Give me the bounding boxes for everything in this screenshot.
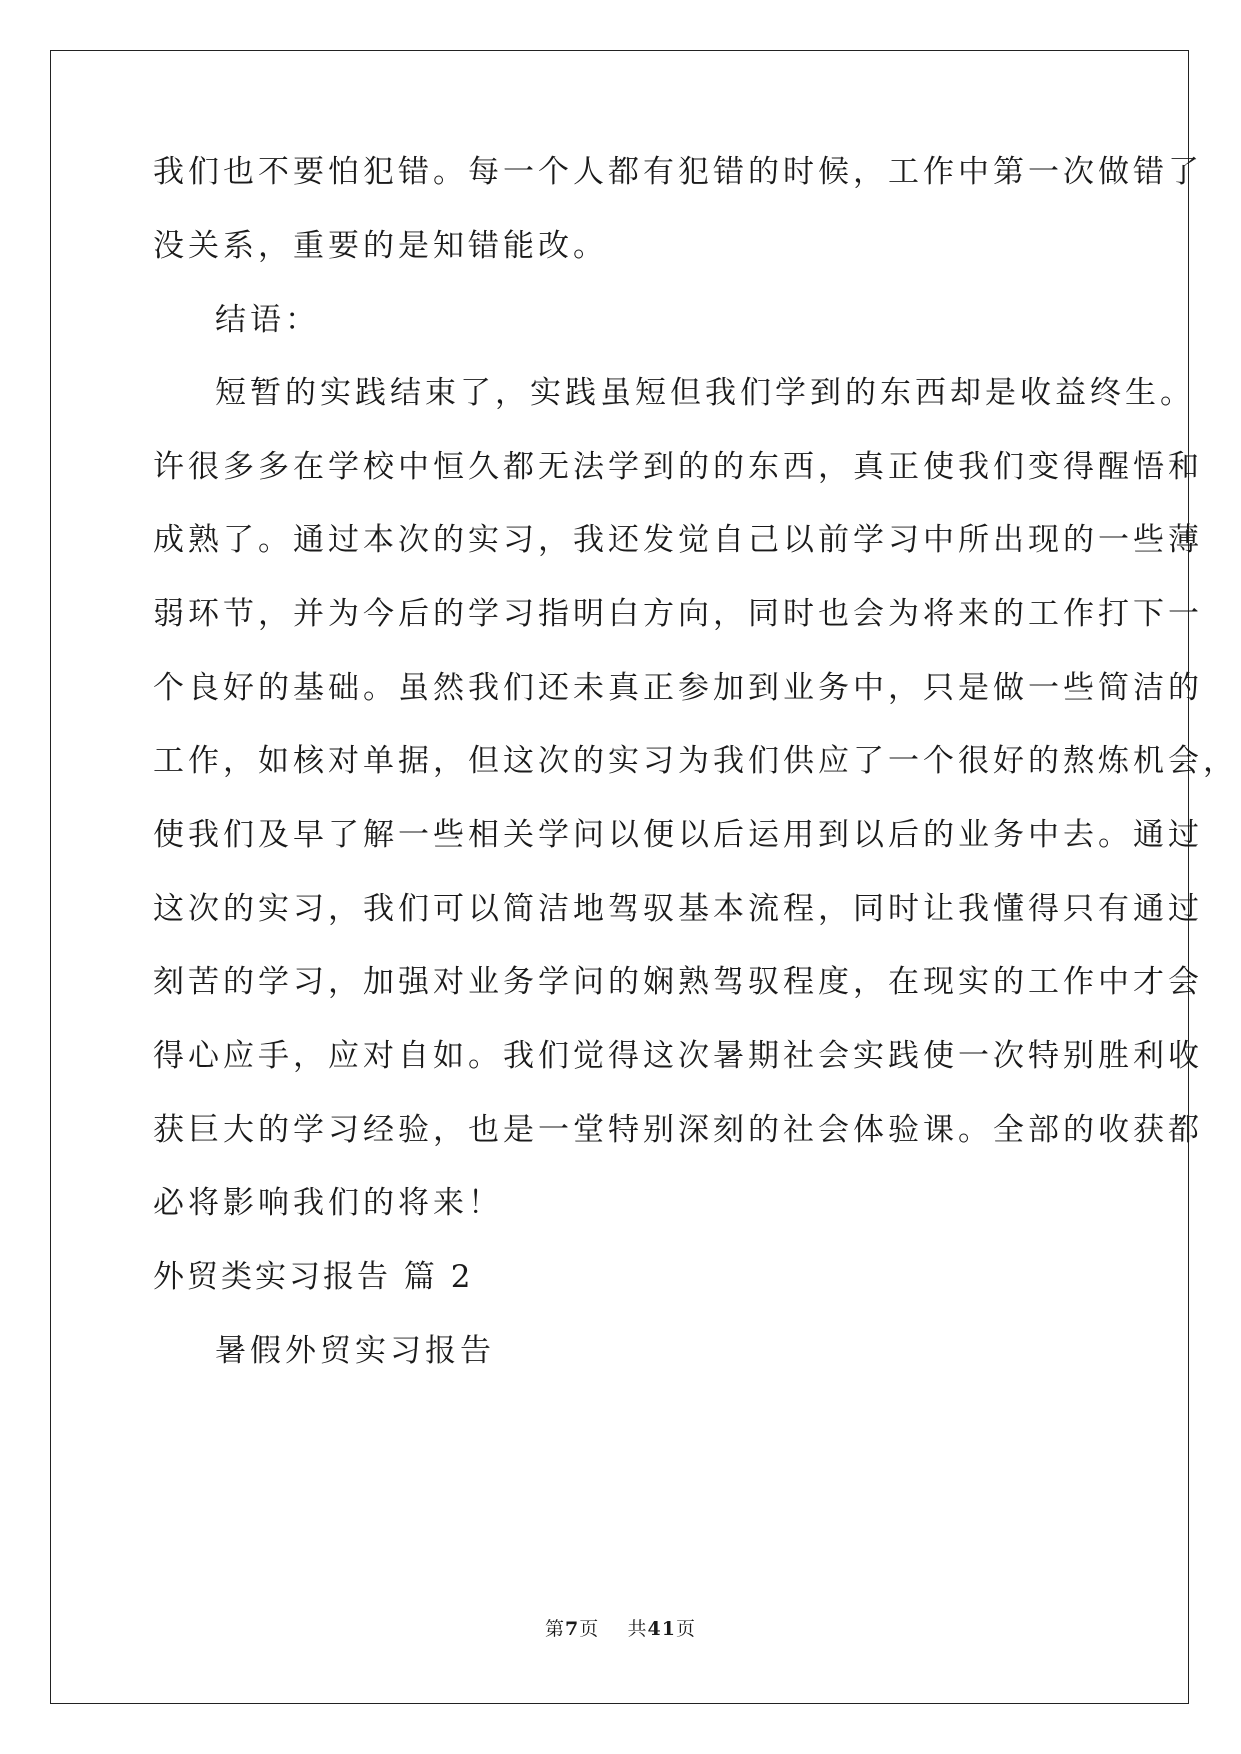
footer-total-pages: 41 <box>647 1618 676 1640</box>
footer-total-suffix: 页 <box>675 1618 696 1640</box>
footer-total-prefix: 共 <box>627 1618 648 1640</box>
section-heading: 外贸类实习报告 篇 2 <box>153 1259 474 1295</box>
body-line-6: 成熟了。通过本次的实习，我还发觉自己以前学习中所出现的一些薄 <box>153 522 1203 558</box>
footer-prefix: 第 <box>545 1618 566 1640</box>
body-line-14: 获巨大的学习经验，也是一堂特别深刻的社会体验课。全部的收获都 <box>153 1112 1203 1148</box>
page-footer <box>0 1617 1241 1641</box>
body-line-8: 个良好的基础。虽然我们还未真正参加到业务中，只是做一些简洁的 <box>153 670 1203 706</box>
body-line-12: 刻苦的学习，加强对业务学问的娴熟驾驭程度，在现实的工作中才会 <box>153 964 1203 1000</box>
body-line-9: 工作，如核对单据，但这次的实习为我们供应了一个很好的熬炼机会， <box>153 743 1238 779</box>
body-line-4: 短暂的实践结束了，实践虽短但我们学到的东西却是收益终生。 <box>215 375 1195 411</box>
body-line-13: 得心应手，应对自如。我们觉得这次暑期社会实践使一次特别胜利收 <box>153 1038 1203 1074</box>
report-subtitle: 暑假外贸实习报告 <box>215 1333 495 1369</box>
body-line-11: 这次的实习，我们可以简洁地驾驭基本流程，同时让我懂得只有通过 <box>153 891 1203 927</box>
footer-page-number: 7 <box>565 1618 580 1640</box>
footer-page-suffix: 页 <box>579 1618 600 1640</box>
body-line-2: 没关系，重要的是知错能改。 <box>153 228 608 264</box>
body-line-1: 我们也不要怕犯错。每一个人都有犯错的时候，工作中第一次做错了 <box>153 154 1203 190</box>
body-line-10: 使我们及早了解一些相关学问以便以后运用到以后的业务中去。通过 <box>153 817 1203 853</box>
conclusion-label: 结语： <box>215 302 320 338</box>
page-border <box>50 50 1189 1704</box>
body-line-5: 许很多多在学校中恒久都无法学到的的东西，真正使我们变得醒悟和 <box>153 449 1203 485</box>
body-line-15: 必将影响我们的将来！ <box>153 1185 503 1221</box>
body-line-7: 弱环节，并为今后的学习指明白方向，同时也会为将来的工作打下一 <box>153 596 1203 632</box>
